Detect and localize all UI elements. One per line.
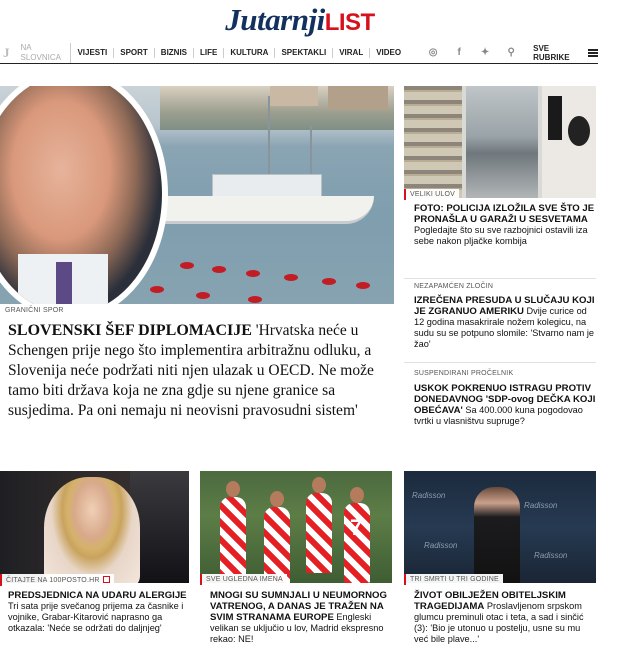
photo-building	[270, 86, 318, 106]
bottom-story-2-headline[interactable]	[210, 590, 392, 645]
menu-icon[interactable]	[588, 49, 598, 57]
photo-player-head	[270, 491, 284, 507]
portrait-tie	[56, 262, 72, 304]
all-sections-link[interactable]: SVE RUBRIKE	[533, 43, 570, 62]
bottom-story-3-image[interactable]	[404, 471, 596, 583]
right-story-1-text: Pogledajte što su sve razbojnici ostavili iza sebe nakon pljačke kombija	[414, 225, 588, 246]
photo-buoy	[248, 296, 262, 303]
logo-jutarnji: Jutarnji	[225, 2, 325, 37]
nav-item-video[interactable]: VIDEO	[376, 47, 402, 57]
right-story-3-bold: USKOK POKRENUO ISTRAGU PROTIV DONEDAVNOG 'SDP-ovog DEČKA KOJI OBEĆAVA'	[414, 383, 596, 416]
photo-money	[404, 86, 462, 198]
photo-player	[220, 497, 246, 577]
bottom-story-1-text: Tri sata prije svečanog prijema za časnike i vojnike, Grabar-Kitarović naprasno ga otkazala: 'Neće se održati do daljnjeg'	[8, 601, 184, 633]
instagram-icon[interactable]: ◎	[428, 47, 438, 58]
photo-player	[264, 507, 290, 583]
divider	[404, 278, 596, 279]
right-story-1-bold: FOTO: POLICIJA IZLOŽILA SVE ŠTO JE PRONAŠLA U GARAŽI U SESVETAMA	[414, 203, 595, 225]
photo-buoy	[322, 278, 336, 285]
photo-backdrop-text: Radisson	[524, 501, 558, 510]
right-story-2-headline[interactable]	[414, 295, 596, 350]
nav-item-life[interactable]: LIFE	[194, 48, 224, 58]
bottom-story-2-image[interactable]	[200, 471, 392, 583]
main-story-category[interactable]: GRANIČNI SPOR	[0, 304, 394, 318]
photo-buoy	[180, 262, 194, 269]
photo-buoy	[356, 282, 370, 289]
right-story-3-category[interactable]: SUSPENDIRANI PROČELNIK	[414, 370, 514, 377]
nav-item-biznis[interactable]: BIZNIS	[155, 48, 194, 58]
search-icon[interactable]: ⚲	[507, 47, 515, 58]
divider	[404, 362, 596, 363]
main-navigation	[0, 42, 598, 64]
photo-items	[542, 86, 596, 198]
bottom-story-2-bold: MNOGI SU SUMNJALI U NEUMORNOG VATRENOG, A DANAS JE TRAŽEN NA SVIM STRANAMA EUROPE	[210, 590, 387, 623]
nav-item-sport[interactable]: SPORT	[114, 48, 155, 58]
site-logo[interactable]	[0, 2, 600, 36]
right-story-3-text: Sa 400.000 kuna pogodovao tvrtki u vlasništvu supruge?	[414, 405, 583, 426]
photo-buoy	[246, 270, 260, 277]
photo-mast	[268, 96, 270, 176]
right-story-3-headline[interactable]	[414, 383, 596, 427]
photo-jersey-number: 7	[350, 515, 363, 540]
main-headline-bold: SLOVENSKI ŠEF DIPLOMACIJE	[8, 322, 252, 339]
portrait-cutout	[0, 86, 168, 304]
main-story-image[interactable]	[0, 86, 394, 304]
photo-building	[328, 86, 388, 110]
bottom-story-1-headline[interactable]	[8, 590, 190, 634]
bottom-story-1-category-text: ČITAJTE NA 100POSTO.HR	[6, 577, 100, 584]
right-story-1-category[interactable]: VELIKI ULOV	[404, 189, 459, 200]
nav-item-naslovnica[interactable]: NA SLOVNICA	[15, 43, 72, 63]
bottom-story-1-bold: PREDSJEDNICA NA UDARU ALERGIJE	[8, 590, 187, 601]
photo-mast	[310, 126, 312, 176]
external-link-icon	[103, 576, 110, 583]
photo-backdrop-text: Radisson	[534, 551, 568, 560]
nav-item-spektakli[interactable]: SPEKTAKLI	[275, 48, 333, 58]
portrait-photo	[0, 86, 162, 304]
photo-woman	[44, 477, 140, 583]
right-story-1-headline[interactable]	[414, 203, 596, 247]
main-story-headline[interactable]	[8, 321, 390, 421]
nav-item-vijesti[interactable]: VIJESTI	[71, 48, 114, 58]
nav-item-kultura[interactable]: KULTURA	[224, 48, 275, 58]
photo-car	[466, 86, 538, 198]
bottom-story-1-image[interactable]	[0, 471, 189, 583]
photo-boat-cabin	[212, 174, 322, 198]
photo-buoy	[284, 274, 298, 281]
right-story-image[interactable]	[404, 86, 596, 198]
brand-j-icon[interactable]: J	[3, 44, 10, 60]
right-story-2-category[interactable]: NEZAPAMĆEN ZLOČIN	[414, 283, 494, 290]
bottom-story-3-bold: ŽIVOT OBILJEŽEN OBITELJSKIM TRAGEDIJAMA	[414, 590, 566, 612]
bottom-story-2-category[interactable]: SVE UGLEDNA IMENA	[200, 574, 287, 585]
bottom-story-3-headline[interactable]	[414, 590, 596, 645]
nav-item-viral[interactable]: VIRAL	[333, 48, 370, 58]
bottom-story-3-category[interactable]: TRI SMRTI U TRI GODINE	[404, 574, 503, 585]
twitter-icon[interactable]: ✦	[480, 47, 490, 58]
logo-list: LIST	[324, 9, 375, 36]
photo-player	[306, 493, 332, 573]
bottom-story-2-text: Engleski velikan se uključio u lov, Madrid ekspresno rekao: NE!	[210, 612, 384, 644]
right-story-2-text: Dvije curice od 12 godina masakrirale nožem kolegicu, na sudu su se potpuno slomile: 'Stvarno nam je žao'	[414, 306, 594, 349]
social-icons	[427, 47, 517, 58]
photo-buoy	[212, 266, 226, 273]
photo-boat	[154, 196, 374, 224]
photo-buoy	[196, 292, 210, 299]
bottom-story-1-category[interactable]	[0, 574, 114, 586]
photo-man	[474, 487, 520, 583]
photo-buoy	[150, 286, 164, 293]
main-headline-text: 'Hrvatska neće u Schengen prije nego što implementira arbitražnu odluku, a Slovenija neće podržati niti njen ulazak u OECD. Ne može tamo biti država koja ne zna gdje su njene granice sa susjedima. Pa oni nemaju ni neovisni pravosudni sistem'	[8, 322, 374, 419]
right-story-2-bold: IZREČENA PRESUDA U SLUČAJU KOJI JE ZGRANUO AMERIKU	[414, 295, 595, 317]
photo-backdrop-text: Radisson	[412, 491, 446, 500]
photo-player-head	[226, 481, 240, 497]
photo-backdrop-text: Radisson	[424, 541, 458, 550]
bottom-story-3-text: Proslavljenom srpskom glumcu preminuli otac i teta, a sad i sinčić (3): 'Bio je utonuo u postelju, usne su mu već bile plave...'	[414, 601, 584, 644]
facebook-icon[interactable]: f	[457, 47, 461, 58]
photo-player-head	[312, 477, 326, 493]
photo-player-head	[350, 487, 364, 503]
